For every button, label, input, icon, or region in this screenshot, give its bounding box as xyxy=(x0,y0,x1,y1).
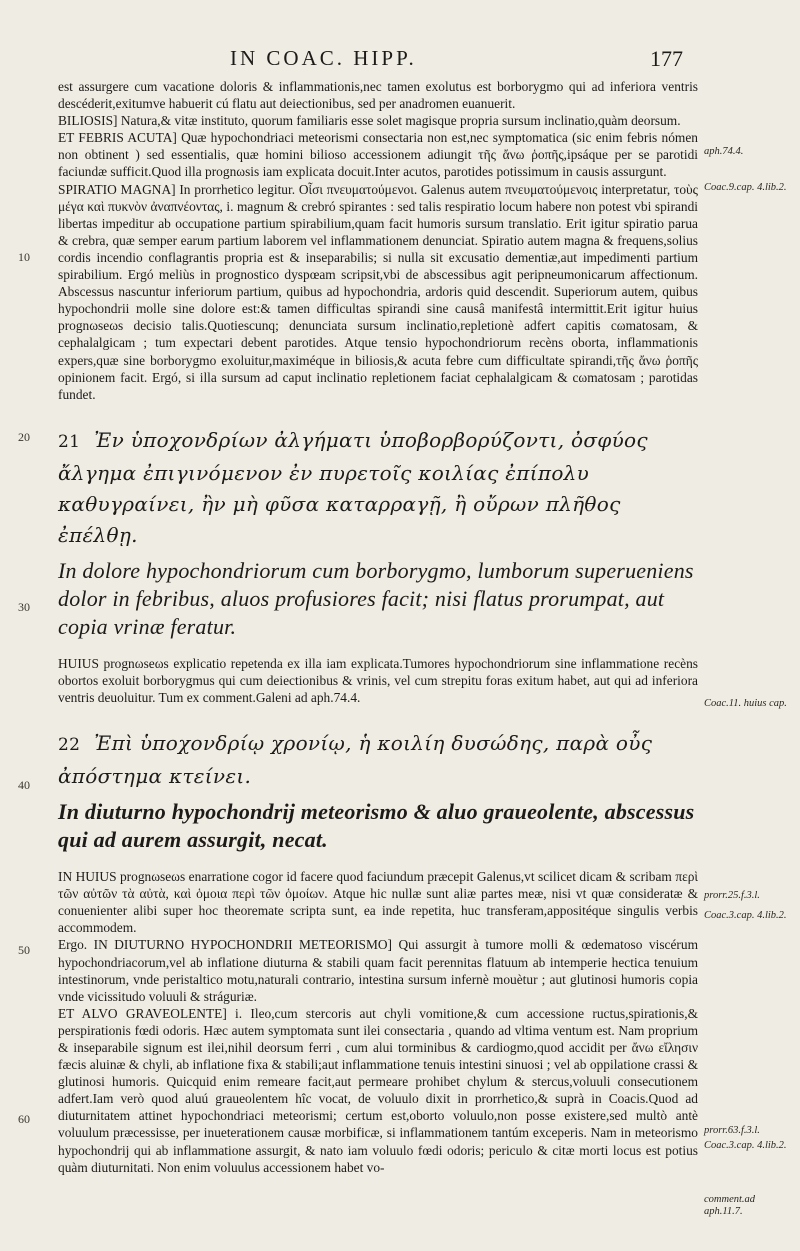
line-number: 30 xyxy=(18,600,30,614)
margin-note: comment.ad aph.11.7. xyxy=(704,1194,756,1217)
margin-note: Coac.3.cap. 4.lib.2. xyxy=(704,910,787,921)
commentary-paragraph: est assurgere cum vacatione doloris & inflammationis,nec tamen exolutus est borborygmo qui ad inferiora ventris descéderit,exitumve habuerit cú flatu aut deiectionibus, sed per anadromen euanuerit. xyxy=(58,79,698,112)
greek-text: Ἐπὶ ὑποχονδρίῳ χρονίῳ, ἡ κοιλίη δυσώδης, παρὰ οὖς ἀπόστημα κτείνει. xyxy=(58,731,653,789)
aphorism-number: 21 xyxy=(58,431,81,452)
greek-text: Ἐν ὑποχονδρίων ἀλγήματι ὑποβορβορύζοντι, ὀσφύος ἄλγημα ἐπιγινόμενον ἐν πυρετοῖς κοιλίας ἐπίπολυ καθυγραίνει, ἢν μὴ φῦσα καταρραγῇ, ἢ οὔρων πλῆθος ἐπέλθῃ. xyxy=(58,427,648,547)
line-number: 50 xyxy=(18,943,30,957)
page-header xyxy=(0,44,800,72)
commentary-paragraph: SPIRATIO MAGNA] In prorrhetico legitur. Οἷσι πνευματούμενοι. Galenus autem πνευματούμενοις interpretatur, τοὺς μέγα καὶ πυκνὸν ἀναπνέοντας, i. magnum & crebró spirantes : sed talis respiratio locum habere non potest vbi spirandi libertas impeditur ab occupatione partium spirabilium,quam facit humoris sursum translatio. Erit igitur spiratio parua & crebra, quæ semper earum partium laborem vel inflammationem denunciat. Spiratio autem magna & frequens,solius cordis incendio conflagrantis propria est & inseparabilis; si nulla sit excusatio dementiæ,aut impedimenti partium spirabilium. Ergó meliùs in prognostico dyspœam scripsit,vbi de abscessibus agit peripneumonicarum affectionum. Abscessus nascuntur inferiorum partium, quibus ad hypochondria, ardoris quid descendit. Superiorum autem, quibus hypochondrii molle sine dolore est:& tamen difficultas spirandi sine causâ manifestâ intermittit.Erit igitur huius prognωseωs decisio talis.Quotiescunq; denunciata sursum inclinatio,repletionè adfert capitis cωmatosam, & cephalalgicam ; tum expectari debent parotides. Atque tensio hypochondriorum recèns oborta, inflammationis expers,quæ sine borborygmo exoluitur,maximéque in biliosis,& acuta febre cum difficultate spirandi,τῆς ἄνω ῥοπῆς opinionem facit. Ergó, si illa sursum ad caput inclinatio repletionem faciat cephalalgicam & cωmatosam ; parotidas fundet. xyxy=(58,181,698,402)
latin-translation: In dolore hypochondriorum cum borborygmo, lumborum superueniens dolor in febribus, aluos profusiores facit; nisi flatus prorumpat, aut copia vrinæ feratur. xyxy=(58,557,694,639)
line-number: 60 xyxy=(18,1112,30,1126)
commentary-paragraph: BILIOSIS] Natura,& vitæ instituto, quorum familiaris esse solet magisque propria sursum inclinatio,quàm deorsum. xyxy=(58,113,681,129)
commentary-paragraph: ET ALVO GRAVEOLENTE] i. Ileo,cum stercoris aut chyli vomitione,& cum accessione ructus,spirationis,& perspirationis fœdi odoris. Hæc autem symptomata sunt ilei consectaria , quando ad vltima ventum est. Nam proprium & inseparabile signum est ilei,nihil deorsum ferri , cum alui torminibus & cardiogmo,quod accidit per ἄνω εἴλησιν fæcis aluinæ & chyli, ab inflatione fixa & stabili;aut inflammatione tenuis intestini sinuosi ; vel ab oppilatione crassi & glutinosi humoris. Quicquid enim remeare facit,aut permeare prohibet chylum & stercus,voluuli consecutionem adfert.Iam verò quod aluú graueolentem hîc vocat, de voluulo dixit in prorrhetico,& suprà in Coacis.Quod ad diuturnitatem attinet hypochondriaci meteorismi; certum est,oborto voluulo,non posse existere,sed multò antè voluulum præcessisse, per inueterationem causæ morbificæ, si inflammationem tantúm exceperis. Nam in meteorismo hypochondrij qui ab inflammatione assurgit, & nato iam voluulo fœdi odoris; periculo & citæ morti locus est potius quàm diuturnitati. Non enim voluulus accessionem habet vo- xyxy=(58,1005,698,1175)
margin-note: Coac.3.cap. 4.lib.2. xyxy=(704,1140,787,1151)
main-text xyxy=(58,78,698,1176)
margin-note: prorr.63.f.3.l. xyxy=(704,1125,760,1136)
margin-note: Coac.9.cap. 4.lib.2. xyxy=(704,182,787,193)
line-number: 40 xyxy=(18,778,30,792)
page-number: 177 xyxy=(650,46,683,71)
greek-aphorism xyxy=(58,728,698,792)
margin-note: Coac.11. huius cap. xyxy=(704,698,787,709)
commentary-paragraph: ET FEBRIS ACUTA] Quæ hypochondriaci meteorismi consectaria non est,nec symptomatica (sic enim febris nómen non obtinent ) sed essentialis, quæ homini bilioso accessionem adiungit τῆς ἄνω ῥοπῆς,ipsáque per se parotidi faciundæ sufficit.Quod illa prognωsis iam explicata docuit.Inter acutos, parotides potissimum in causis assurgunt. xyxy=(58,130,698,180)
margin-note: prorr.25.f.3.l. xyxy=(704,890,760,901)
running-head: IN COAC. HIPP. xyxy=(230,46,417,70)
latin-translation: In diuturno hypochondrij meteorismo & aluo graueolente, abscessus qui ad aurem assurgit, necat. xyxy=(58,799,695,853)
commentary-paragraph: IN HUIUS prognωseωs enarratione cogor id facere quod faciundum præcepit Galenus,vt scilicet dicam & scribam περὶ τῶν αὐτῶν τὰ αὐτὰ, καὶ ὁμοια περὶ τῶν ὁμοίων. Atque hic nullæ sunt aliæ partes meæ, nisi vt quæ consideratæ & conuenienter alibi super hoc theoremate scripta sunt, ea inde repetita, huc transferam,appositéque singulis verbis accommodem. xyxy=(58,869,698,936)
line-number: 10 xyxy=(18,250,30,264)
aphorism-number: 22 xyxy=(58,735,81,756)
commentary-paragraph: Ergo. IN DIUTURNO HYPOCHONDRII METEORISMO] Qui assurgit à tumore molli & œdematoso viscérum hypochondriacorum,vel ab inflatione diuturna & stabili quam facit perennitas flatuum ab intemperie hectica tenuium intestinorum, vnde peristaltico motu,naturali contrario, intestina sursum infernè mouètur ; aut glutinosi humoris copia vnde vicissitudo voluuli & stráguriæ. xyxy=(58,937,698,1004)
margin-note: aph.74.4. xyxy=(704,146,744,157)
commentary-paragraph: HUIUS prognωseωs explicatio repetenda ex illa iam explicata.Tumores hypochondriorum sine inflammatione recèns obortos exoluit borborygmus qui cum deiectionibus & vrinis, vel cum strepitu foras exitum habet, aut qui ad inferiora ventris deuoluitur. Tum ex comment.Galeni ad aph.74.4. xyxy=(58,655,698,705)
greek-aphorism xyxy=(58,425,698,551)
line-number: 20 xyxy=(18,430,30,444)
